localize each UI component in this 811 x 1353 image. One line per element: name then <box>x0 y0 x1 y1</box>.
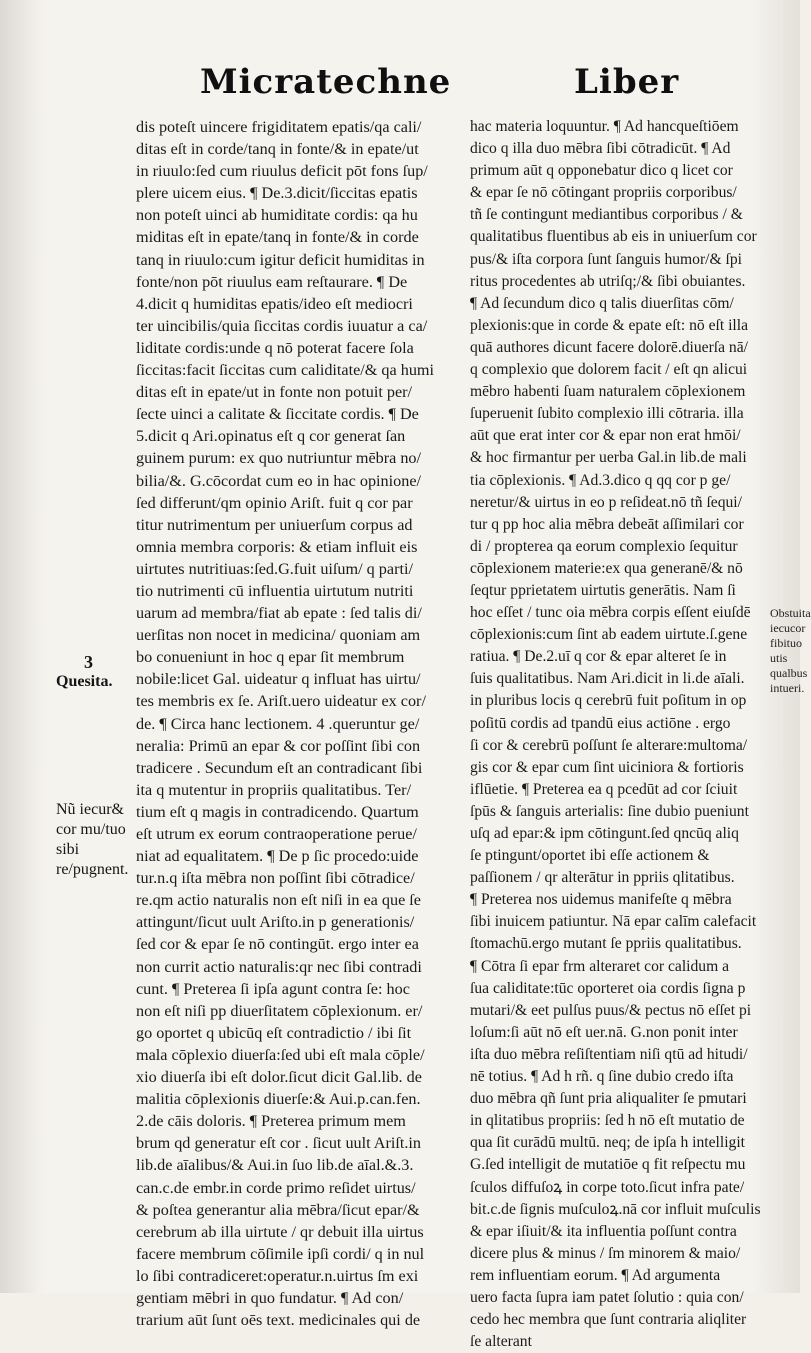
text-line: aūt que erat inter cor & epar non erat hmōi/ <box>470 427 741 445</box>
text-line: fonte/non pōt riuulus eam reſtaurare. ¶ De <box>136 272 408 291</box>
text-line: ſed cor & epar ſe nō contingūt. ergo inter ea <box>136 935 419 954</box>
text-line: ſe ptingunt/oportet ibi eſſe actionem & <box>470 847 710 865</box>
text-line: non currit actio naturalis:qr nec ſibi contradi <box>136 957 422 976</box>
text-line: ſi cor & cerebrū poſſunt ſe alterare:multoma/ <box>470 736 748 754</box>
text-line: ſecte uinci a calitate & ſiccitate cordis. ¶ De <box>136 405 419 424</box>
text-line: re.qm actio naturalis non eſt niſi in ea que ſe <box>136 891 421 910</box>
text-line: facere membrum cōſimile ipſi cordi/ q in nul <box>136 1244 425 1263</box>
text-line: bilia/&. G.cōcordat cum eo in hac opinione/ <box>136 471 421 490</box>
text-line: mutari/& eet pulſus puus/& pectus nō eſſet pi <box>470 1001 752 1019</box>
text-line: gentiam mēbri in quo fundatur. ¶ Ad con/ <box>136 1288 404 1307</box>
text-line: tio nutrimenti cū influentia uirtutum nutriti <box>136 581 414 600</box>
margin-note-line: tuo ut <box>770 636 803 665</box>
margin-note-nu-iecur <box>56 800 136 880</box>
text-line: ſpūs & ſanguis arterialis: ſine dubio pueniunt <box>470 802 749 820</box>
text-line: bit.c.de ſignis muſculoꝝ.nā cor influit muſculis <box>470 1200 761 1218</box>
gutter-shadow <box>0 0 40 1293</box>
text-line: tradicere . Secundum eſt an contradicant ſibi <box>136 758 423 777</box>
text-line: tanq in riuulo:cum igitur deficit humiditas in <box>136 250 425 269</box>
text-line: neralia: Primū an epar & cor poſſint ſibi con <box>136 736 421 755</box>
text-line: miditas eſt in epate/tanq in fonte/& in corde <box>136 228 419 247</box>
text-line: uero facta ſupra iam patet ſolutio : quia con/ <box>470 1288 744 1306</box>
text-line: ſtomachū.ergo mutant ſe ppriis qualitatibus. <box>470 935 742 953</box>
text-line: ita q mutentur in propriis qualitatibus. Ter/ <box>136 780 412 799</box>
text-line: ditas eſt in corde/tanq in fonte/& in epate/ut <box>136 140 419 159</box>
text-line: non poteſt uinci ab humiditate cordis: qa hu <box>136 206 418 225</box>
text-line: mēbro habenti ſuam naturalem cōplexionem <box>470 383 746 401</box>
margin-note-line: is qual <box>770 651 791 680</box>
margin-note-line: pugnent. <box>72 861 129 878</box>
text-line: bo conueniunt in hoc q epar ſit membrum <box>136 648 405 667</box>
text-line: rem influentiam eorum. ¶ Ad argumenta <box>470 1266 721 1284</box>
text-line: lo ſibi contradiceret:operatur.n.uirtus ſm exi <box>136 1266 419 1285</box>
text-line: G.ſed intelligit de mutatiōe q fit reſpectu mu <box>470 1156 746 1174</box>
text-line: plere uicem eius. ¶ De.3.dicit/ſiccitas epatis <box>136 184 418 203</box>
text-line: ſuis qualitatibus. Nam Ari.dicit in li.de aīali. <box>470 670 745 688</box>
text-line: dico q illa duo mēbra ſibi cōtradicūt. ¶ Ad <box>470 140 731 158</box>
text-line: tes membris ex ſe. Ariſt.uero uideatur ex cor/ <box>136 692 426 711</box>
text-line: neretur/& uirtus in eo p reſideat.nō tñ ſequi/ <box>470 493 742 511</box>
text-line: & epar ſe nō cōtingant propriis corporibus/ <box>470 184 737 202</box>
text-line: dis poteſt uincere frigiditatem epatis/qa cali/ <box>136 118 422 136</box>
running-head-left: Micratechne <box>200 62 452 102</box>
margin-note-quesita: Quesita. <box>56 673 113 690</box>
text-line: xio diuerſa ibi eſt dolor.ſicut dicit Gal.lib. de <box>136 1068 422 1087</box>
text-line: hoc eſſet / tunc oia mēbra corpis eſſent eiuſdē <box>470 604 751 622</box>
text-line: ſeqtur pprietatem uirtutis generātis. Nam ſi <box>470 581 736 599</box>
text-line: cōplexionem materie:ex qua generanē/& nō <box>470 559 743 577</box>
text-line: niat ad equalitatem. ¶ De p ſic procedo:uide <box>136 847 419 866</box>
text-line: iſta duo mēbra reſiſtentiam niſi qtū ad hitudi/ <box>470 1045 748 1063</box>
text-line: tia cōplexionis. ¶ Ad.3.dico q qq cor p ge/ <box>470 471 731 489</box>
text-line: ſe alterant <box>470 1333 532 1351</box>
text-line: nē totius. ¶ Ad h rñ. q ſine dubio credo iſta <box>470 1068 734 1086</box>
margin-note-line: cor fibi <box>770 621 806 650</box>
text-line: cunt. ¶ Preterea ſi ipſa agunt contra ſe: hoc <box>136 979 410 998</box>
text-line: cedo hec membra que ſunt contraria aliqliter <box>470 1311 747 1329</box>
text-line: eſt utrum ex eorum contraoperatione perue/ <box>136 825 417 843</box>
text-line: tur q pp hoc alia mēbra debeāt aſſimilari cor <box>470 515 744 533</box>
text-line: uſq ad epar:& ipm cōtingunt.ſed qncūq aliq <box>470 825 739 842</box>
margin-note-line: ueri. <box>782 681 805 695</box>
text-line: ſua caliditate:tūc oporteret oia cordis ſigna p <box>470 979 746 997</box>
text-line: poſitū cordis ad tpandū eius actiōne . ergo <box>470 714 731 732</box>
text-line: primum aūt q opponebatur dico q licet cor <box>470 162 733 180</box>
text-line: can.c.de embr.in corde primo reſidet uirtus/ <box>136 1178 416 1197</box>
text-line: 4.dicit q humiditas epatis/ideo eſt mediocri <box>136 294 413 313</box>
text-line: cōplexionis:cum ſint ab eadem uirtute.ſ.gene <box>470 626 748 644</box>
text-line: trarium aūt ſunt oēs text. medicinales qui de <box>136 1311 421 1330</box>
text-line: in pluribus locis q cerebrū fuit poſitum in op <box>470 692 747 710</box>
text-line: ſculos diffuſoꝝ in corpe toto.ſicut infra pate/ <box>470 1178 745 1196</box>
text-line: ſed differunt/qm opinio Ariſt. fuit q cor par <box>136 493 413 512</box>
text-line: ¶ Cōtra ſi epar frm alteraret cor calidum a <box>470 957 730 975</box>
margin-note-line: tuo sibi re/ <box>56 821 126 878</box>
text-line: di / propterea qa eorum complexio ſequitur <box>470 537 738 555</box>
text-line: quā authores dicunt facere dolorē.diuerſa nā/ <box>470 338 748 356</box>
text-line: de. ¶ Circa hanc lectionem. 4 .queruntur ge/ <box>136 714 420 733</box>
text-line: qualitatibus fluentibus ab eis in uniuerſum cor <box>470 228 757 246</box>
margin-note-line: Nũ iecur <box>56 801 112 818</box>
text-line: ¶ Preterea nos uidemus manifeſte q mēbra <box>470 891 732 909</box>
text-line: ter uincibilis/quia ſiccitas cordis iuuatur a ca/ <box>136 316 428 335</box>
margin-note-right <box>770 606 811 696</box>
text-line: tñ ſe contingunt mediantibus corporibus / & <box>470 206 743 224</box>
text-line: brum qd generatur eſt cor . ſicut uult Ariſt.in <box>136 1134 422 1153</box>
text-line: 5.dicit q Ari.opinatus eſt q cor generat ſan <box>136 427 406 446</box>
text-line: ritus procedentes ab utriſq;/& ſibi obuiantes. <box>470 272 746 290</box>
margin-note-line: ita iecu <box>770 606 811 635</box>
text-line: in qlitatibus propriis: ſed h nō eſt mutatio de <box>470 1112 745 1130</box>
text-line: pus/& iſta corpora ſunt ſanguis humor/& ſpi <box>470 250 742 268</box>
text-line: gis cor & epar cum ſint uiciniora & fortioris <box>470 758 744 776</box>
text-line: omnia membra corporis: & etiam influit eis <box>136 537 418 556</box>
text-line: ratiua. ¶ De.2.uī q cor & epar alteret ſe in <box>470 648 727 666</box>
text-line: nobile:licet Gal. uideatur q influat has uirtu/ <box>136 670 421 689</box>
margin-question-number: 3 <box>84 652 93 672</box>
running-head-right: Liber <box>574 62 680 102</box>
text-line: titur nutrimentum per uniuerſum corpus ad <box>136 515 413 534</box>
text-line: tur.n.q iſta mēbra non poſſint ſibi cōtradice/ <box>136 869 415 888</box>
text-line: 2.de cāis doloris. ¶ Preterea primum mem <box>136 1112 406 1131</box>
text-line: malitia cōplexionis diuerſe:& Aui.p.can.fen. <box>136 1090 421 1109</box>
text-line: non eſt niſi pp diuerſitatem cōplexionum. er/ <box>136 1001 423 1020</box>
text-line: & poſtea generantur alia mēbra/ſicut epar/& <box>136 1200 420 1219</box>
text-line: uarum ad membra/fiat ab epate : ſed talis di/ <box>136 604 422 623</box>
text-line: ſiccitas:facit ſiccitas cum caliditate/& qa humi <box>136 361 435 380</box>
text-column-right <box>470 116 770 1353</box>
text-line: & hoc firmantur per uerba Gal.in lib.de mali <box>470 449 747 467</box>
text-line: ¶ Ad ſecundum dico q talis diuerſitas cōm/ <box>470 294 734 312</box>
text-line: hac materia loquuntur. ¶ Ad hancqueſtiōem <box>470 118 739 135</box>
text-line: ſuperuenit ſubito complexio illi cōtraria. illa <box>470 405 744 423</box>
text-line: paſſionem / qr alterātur in ppriis qlitatibus. <box>470 869 735 887</box>
text-line: uerſitas non nocet in medicina/ quoniam am <box>136 626 421 645</box>
text-column-left <box>136 116 464 1331</box>
text-line: ſibi inuicem patiuntur. Nā epar calīm calefacit <box>470 913 757 931</box>
text-line: attingunt/ſicut uult Ariſto.in p generationis/ <box>136 913 415 932</box>
text-line: cerebrum ab illa uirtute / qr debuit illa uirtus <box>136 1222 424 1241</box>
text-line: dicere plus & minus / ſm minorem & maio/ <box>470 1244 741 1262</box>
text-line: mala cōplexio diuerſa:ſed ubi eſt mala cōple/ <box>136 1045 425 1064</box>
text-line: iflūetie. ¶ Preterea ea q pcedūt ad cor ſciuit <box>470 780 738 798</box>
text-line: duo mēbra qñ ſunt pria aliqualiter ſe pmutari <box>470 1090 747 1108</box>
text-line: plexionis:que in corde & epate eſt: nō eſt illa <box>470 316 749 334</box>
text-line: liditate cordis:unde q nō poterat facere ſola <box>136 338 414 357</box>
text-line: tium eſt q magis in contradicendo. Quartum <box>136 802 419 821</box>
margin-note-line: bus int <box>770 666 808 695</box>
text-line: qua ſit curādū multū. neq; de ipſa h intelligit <box>470 1134 745 1152</box>
text-line: go oportet q ubicūq eſt contradictio / ibi ſit <box>136 1023 412 1042</box>
margin-note-line: Obstu <box>770 606 799 620</box>
text-line: guinem purum: ex quo nutriuntur mēbra no/ <box>136 449 422 468</box>
text-line: loſum:ſi aūt nō eſt uer.nā. G.non ponit inter <box>470 1023 738 1041</box>
text-line: uirtutes nutritiuas:ſed.G.fuit uiſum/ q parti/ <box>136 559 413 578</box>
text-line: & epar iſiuit/& ita influentia poſſunt contra <box>470 1222 737 1240</box>
text-line: lib.de aīalibus/& Aui.in ſuo lib.de aīal.&.3. <box>136 1156 414 1175</box>
text-line: in riuulo:ſed cum riuulus deficit pōt fons ſup/ <box>136 162 428 181</box>
text-line: ditas eſt in epate/ut in fonte non potuit per/ <box>136 383 413 402</box>
text-line: q complexio que dolorem facit / eſt qn alicui <box>470 361 748 379</box>
margin-note-line: & cor mu/ <box>56 801 124 838</box>
